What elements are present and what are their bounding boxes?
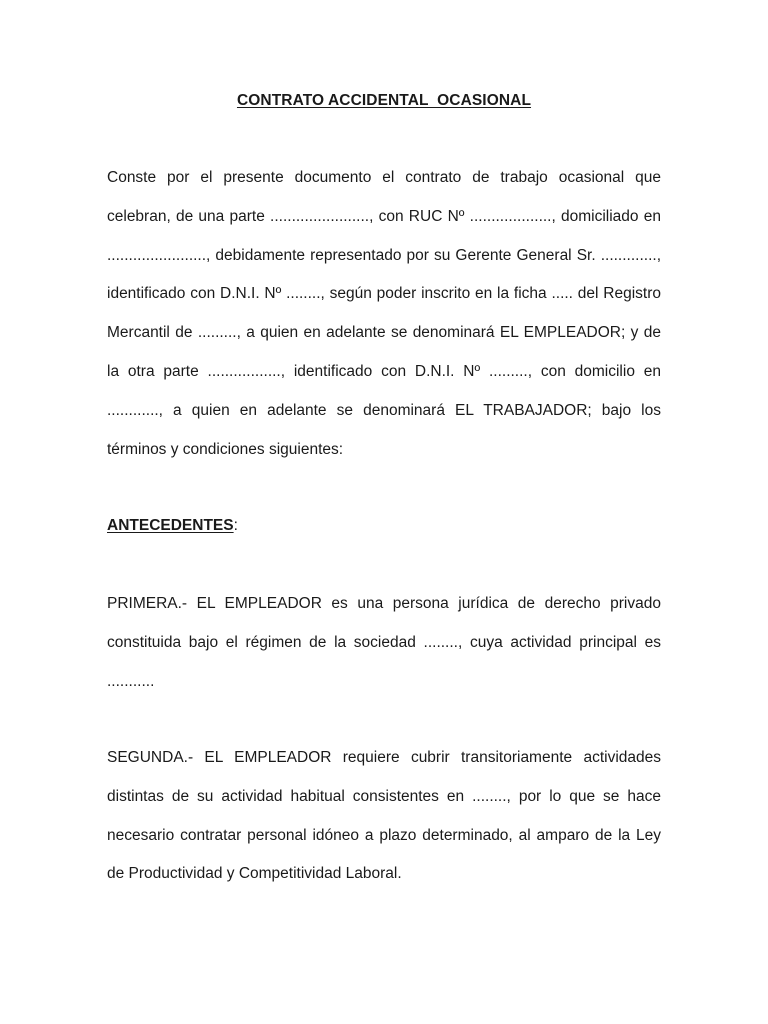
- section-heading-suffix: :: [233, 517, 238, 534]
- clause-segunda: SEGUNDA.- EL EMPLEADOR requiere cubrir transitoriamente actividades distintas de su actividad habitual consistentes en ........, por lo que se hace necesario contratar personal idóneo a plazo determinado, al amparo de la Ley de Productividad y Competitividad Laboral.: [107, 749, 661, 883]
- section-heading-text: ANTECEDENTES: [107, 517, 234, 534]
- clause-primera: PRIMERA.- EL EMPLEADOR es una persona jurídica de derecho privado constituida bajo el régimen de la sociedad ........, cuya actividad principal es ...........: [107, 595, 661, 690]
- intro-paragraph: Conste por el presente documento el contrato de trabajo ocasional que celebran, de una parte ......................., con RUC Nº ..................., domiciliado en ......................., debidamente representado por su Gerente General Sr. ............., identificado con D.N.I. Nº ........, según poder inscrito en la ficha ..... del Registro Mercantil de ........., a quien en adelante se denominará EL EMPLEADOR; y de la otra parte ................., identificado con D.N.I. Nº ........., con domicilio en ............, a quien en adelante se denominará EL TRABAJADOR; bajo los términos y condiciones siguientes:: [107, 169, 661, 458]
- document-title: CONTRATO ACCIDENTAL OCASIONAL: [236, 92, 532, 109]
- section-heading: [107, 514, 238, 538]
